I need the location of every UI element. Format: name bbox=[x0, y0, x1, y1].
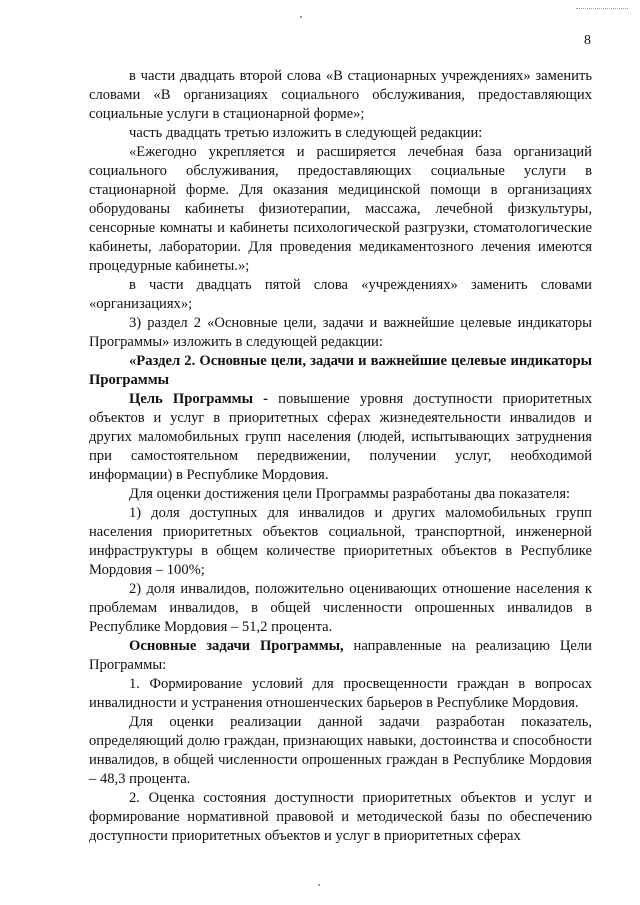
paragraph-text: 2. Оценка состояния доступности приоритетных объектов и услуг и формирование нормативной правовой и методической базы по обеспечению доступности приоритетных объектов и услуг в приоритетных сферах bbox=[89, 790, 592, 844]
paragraph bbox=[89, 580, 592, 637]
paragraph-text: повышение уровня доступности приоритетных объектов и услуг в приоритетных сферах жизнедеятельности инвалидов и других маломобильных групп населения (людей, испытывающих затруднения при самостоятельном передвижении, получении услуг, необходимой информации) в Республике Мордовия. bbox=[89, 391, 592, 483]
paragraph-text: в части двадцать второй слова «В стационарных учреждениях» заменить словами «В организациях социального обслуживания, предоставляющих социальные услуги в стационарной форме»; bbox=[89, 68, 592, 122]
scan-artifact-dot bbox=[300, 16, 302, 18]
paragraph bbox=[89, 390, 592, 485]
paragraph-text: направленные на реализацию Цели Программы: bbox=[89, 638, 592, 673]
scan-artifact-dot bbox=[318, 884, 320, 886]
paragraph bbox=[89, 276, 592, 314]
paragraph bbox=[89, 143, 592, 276]
page-number: 8 bbox=[584, 33, 591, 48]
section-heading-text: «Раздел 2. Основные цели, задачи и важнейшие целевые индикаторы Программы bbox=[89, 353, 592, 388]
paragraph-lead: Основные задачи Программы, bbox=[129, 638, 344, 654]
paragraph bbox=[89, 314, 592, 352]
paragraph bbox=[89, 675, 592, 713]
paragraph bbox=[89, 789, 592, 846]
paragraph bbox=[89, 124, 592, 143]
paragraph-text: 1. Формирование условий для просвещенности граждан в вопросах инвалидности и устранения отношенческих барьеров в Республике Мордовия. bbox=[89, 676, 592, 711]
paragraph-text: 2) доля инвалидов, положительно оценивающих отношение населения к проблемам инвалидов, в общей численности опрошенных инвалидов в Республике Мордовия – 51,2 процента. bbox=[89, 581, 592, 635]
paragraph-text: 1) доля доступных для инвалидов и других маломобильных групп населения приоритетных объектов социальной, транспортной, инженерной инфраструктуры в общем количестве приоритетных объектов в Республике Мордовия – 100%; bbox=[89, 505, 592, 578]
paragraph-text: в части двадцать пятой слова «учреждениях» заменить словами «организациях»; bbox=[89, 277, 592, 312]
paragraph-text: часть двадцать третью изложить в следующей редакции: bbox=[129, 125, 483, 141]
paragraph bbox=[89, 637, 592, 675]
paragraph bbox=[89, 504, 592, 580]
paragraph-text: Для оценки достижения цели Программы разработаны два показателя: bbox=[129, 486, 571, 502]
paragraph-text: Для оценки реализации данной задачи разработан показатель, определяющий долю граждан, признающих навыки, достоинства и способности инвалидов, в общей численности опрошенных граждан в Республике Мордовия – 48,3 процента. bbox=[89, 714, 592, 787]
paragraph bbox=[89, 67, 592, 124]
paragraph-lead: Цель Программы - bbox=[129, 391, 268, 407]
section-heading bbox=[89, 352, 592, 390]
document-body bbox=[89, 67, 592, 846]
paragraph bbox=[89, 485, 592, 504]
paragraph bbox=[89, 713, 592, 789]
scan-artifact bbox=[576, 8, 628, 11]
paragraph-text: «Ежегодно укрепляется и расширяется лечебная база организаций социального обслуживания, предоставляющих социальные услуги в стационарной форме. Для оказания медицинской помощи в организациях оборудованы кабинеты физиотерапии, массажа, лечебной физкультуры, сенсорные комнаты и кабинеты психологической разгрузки, стоматологические кабинеты, лаборатории. Для проведения медикаментозного лечения имеются процедурные кабинеты.»; bbox=[89, 144, 592, 274]
paragraph-text: 3) раздел 2 «Основные цели, задачи и важнейшие целевые индикаторы Программы» изложить в следующей редакции: bbox=[89, 315, 592, 350]
